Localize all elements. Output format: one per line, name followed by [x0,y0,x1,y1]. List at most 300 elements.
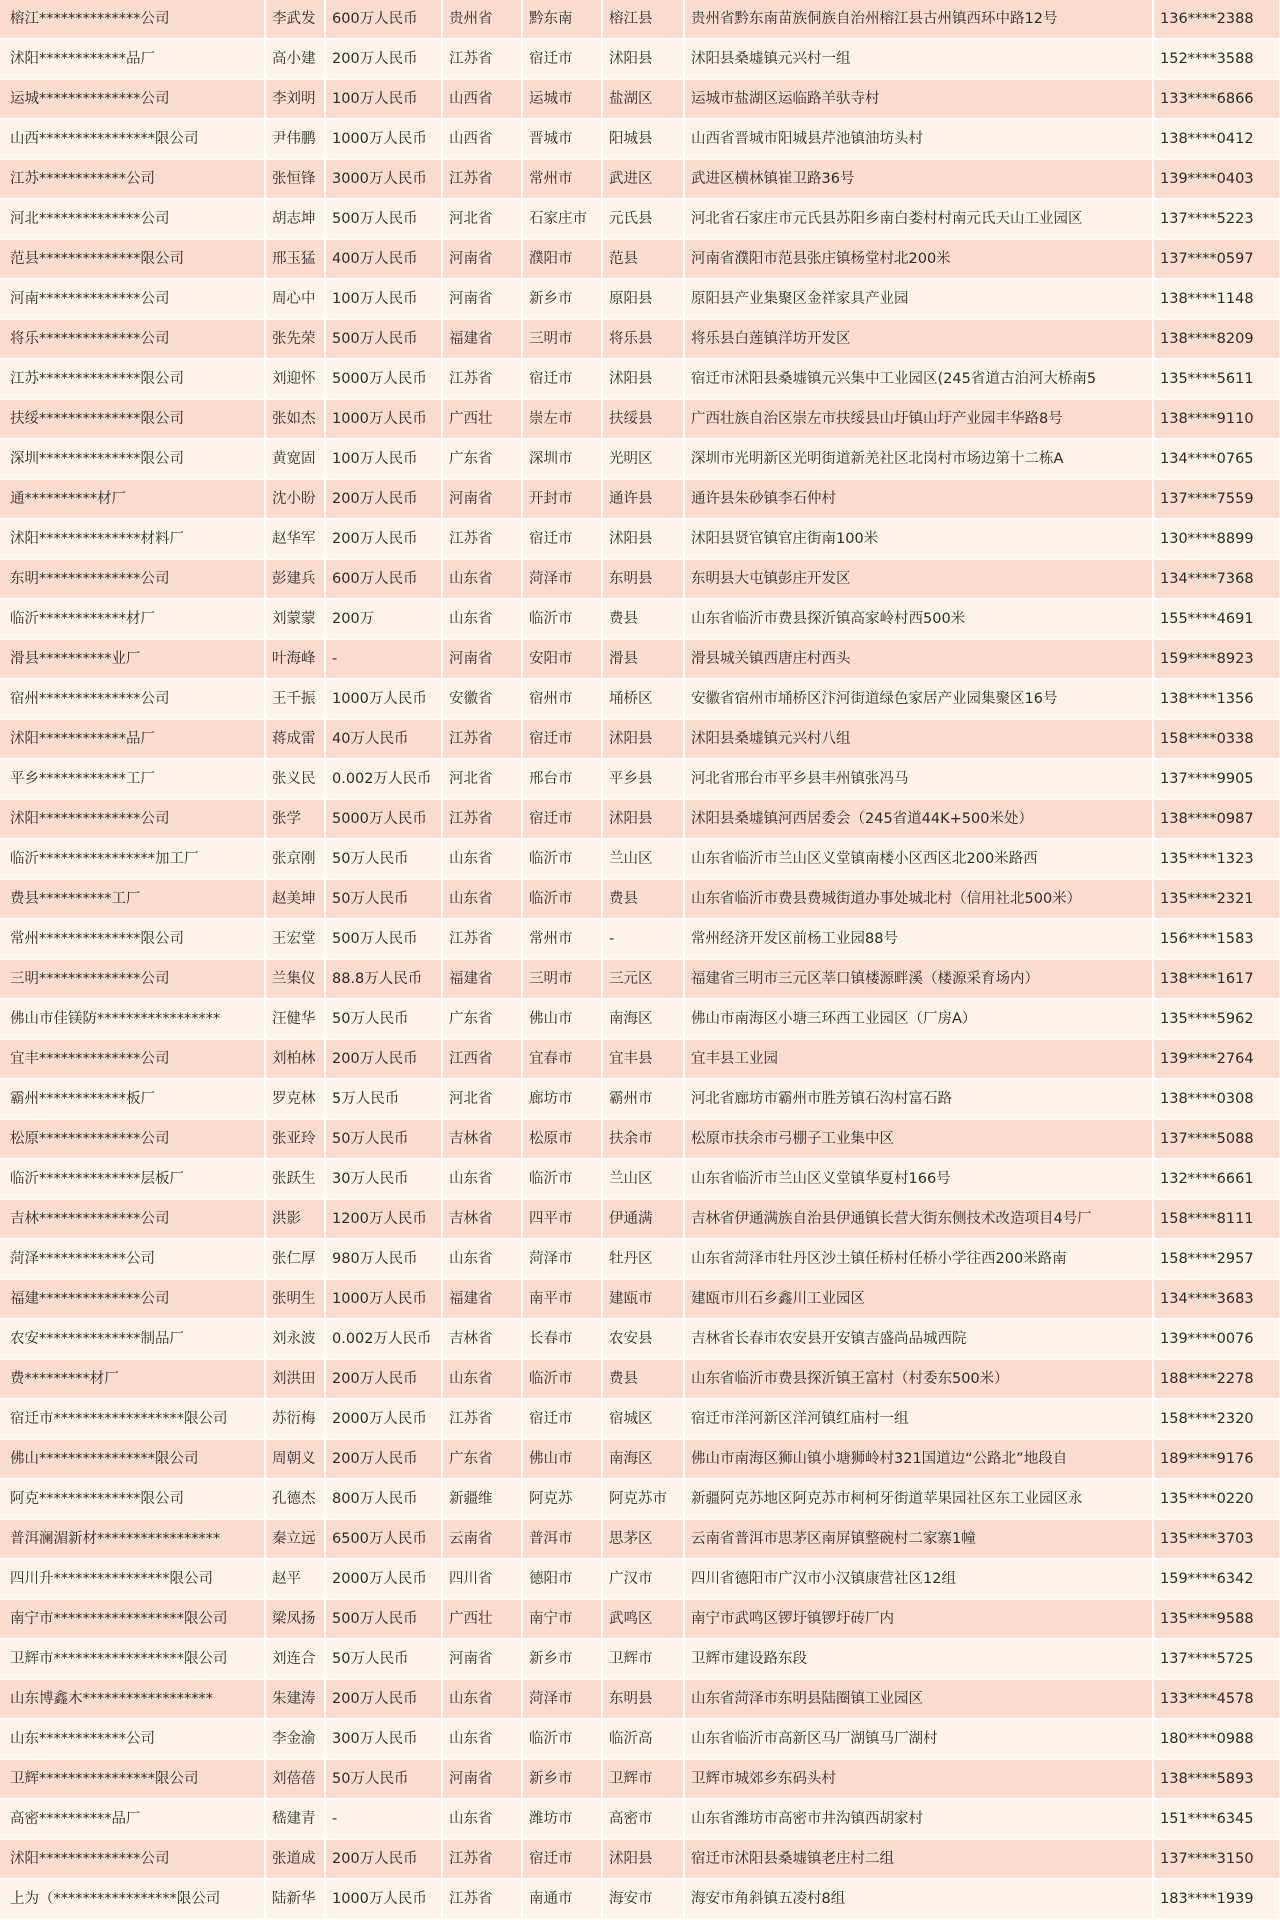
district-cell: 东明县 [602,1679,684,1719]
table-row [0,679,1280,719]
province-cell: 贵州省 [442,0,522,39]
district-cell: 兰山区 [602,1159,684,1199]
city-cell: 临沂市 [522,1159,602,1199]
address-cell: 沭阳县贤官镇官庄街南100米 [684,519,1153,559]
phone-cell: 152****3588 [1153,39,1280,79]
phone-cell: 135****3703 [1153,1519,1280,1559]
contact-cell: 张明生 [265,1279,325,1319]
phone-cell: 133****4578 [1153,1679,1280,1719]
city-cell: 三明市 [522,319,602,359]
address-cell: 海安市角斜镇五凌村8组 [684,1879,1153,1919]
company-name-cell: 宿迁市******************限公司 [0,1399,265,1439]
company-name-cell: 佛山****************限公司 [0,1439,265,1479]
phone-cell: 189****9176 [1153,1439,1280,1479]
district-cell: 费县 [602,1359,684,1399]
table-row [0,1319,1280,1359]
city-cell: 菏泽市 [522,1679,602,1719]
district-cell: 宜丰县 [602,1039,684,1079]
contact-cell: 张京刚 [265,839,325,879]
phone-cell: 138****0308 [1153,1079,1280,1119]
table-row [0,0,1280,39]
phone-cell: 135****5962 [1153,999,1280,1039]
phone-cell: 158****8111 [1153,1199,1280,1239]
contact-cell: 李武发 [265,0,325,39]
company-name-cell: 费县**********工厂 [0,879,265,919]
phone-cell: 188****2278 [1153,1359,1280,1399]
table-row [0,279,1280,319]
capital-cell: 1000万人民币 [325,1879,442,1919]
company-name-cell: 扶绥**************限公司 [0,399,265,439]
table-row [0,239,1280,279]
city-cell: 南通市 [522,1879,602,1919]
capital-cell: 3000万人民币 [325,159,442,199]
phone-cell: 133****6866 [1153,79,1280,119]
company-name-cell: 滑县**********业厂 [0,639,265,679]
table-row [0,1119,1280,1159]
district-cell: 沭阳县 [602,1839,684,1879]
city-cell: 深圳市 [522,439,602,479]
city-cell: 邢台市 [522,759,602,799]
contact-cell: 张学 [265,799,325,839]
address-cell: 贵州省黔东南苗族侗族自治州榕江县古州镇西环中路12号 [684,0,1153,39]
province-cell: 河南省 [442,1639,522,1679]
table-row [0,799,1280,839]
address-cell: 山东省潍坊市高密市井沟镇西胡家村 [684,1799,1153,1839]
address-cell: 南宁市武鸣区锣圩镇锣圩砖厂内 [684,1599,1153,1639]
contact-cell: 高小建 [265,39,325,79]
address-cell: 宿迁市洋河新区洋河镇红庙村一组 [684,1399,1153,1439]
district-cell: 海安市 [602,1879,684,1919]
contact-cell: 刘蓓蓓 [265,1759,325,1799]
province-cell: 河南省 [442,1759,522,1799]
capital-cell: 1000万人民币 [325,399,442,439]
address-cell: 四川省德阳市广汉市小汉镇康营社区12组 [684,1559,1153,1599]
province-cell: 江苏省 [442,39,522,79]
company-name-cell: 阿克**************限公司 [0,1479,265,1519]
company-name-cell: 临沂************材厂 [0,599,265,639]
capital-cell: 100万人民币 [325,279,442,319]
city-cell: 宜春市 [522,1039,602,1079]
address-cell: 佛山市南海区小塘三环西工业园区（厂房A） [684,999,1153,1039]
district-cell: 广汉市 [602,1559,684,1599]
province-cell: 山东省 [442,559,522,599]
table-row [0,1559,1280,1599]
table-row [0,199,1280,239]
phone-cell: 139****0076 [1153,1319,1280,1359]
city-cell: 南平市 [522,1279,602,1319]
province-cell: 福建省 [442,1279,522,1319]
table-row [0,119,1280,159]
capital-cell: 200万 [325,599,442,639]
address-cell: 建瓯市川石乡鑫川工业园区 [684,1279,1153,1319]
company-name-cell: 高密**********品厂 [0,1799,265,1839]
address-cell: 通许县朱砂镇李石仲村 [684,479,1153,519]
city-cell: 松原市 [522,1119,602,1159]
table-row [0,839,1280,879]
district-cell: 宿城区 [602,1399,684,1439]
company-name-cell: 东明**************公司 [0,559,265,599]
contact-cell: 兰集仪 [265,959,325,999]
phone-cell: 136****2388 [1153,0,1280,39]
province-cell: 广东省 [442,999,522,1039]
capital-cell: 0.002万人民币 [325,1319,442,1359]
capital-cell: 500万人民币 [325,919,442,959]
address-cell: 沭阳县桑墟镇元兴村八组 [684,719,1153,759]
contact-cell: 张如杰 [265,399,325,439]
district-cell: 费县 [602,599,684,639]
phone-cell: 137****3150 [1153,1839,1280,1879]
company-name-cell: 吉林**************公司 [0,1199,265,1239]
phone-cell: 139****2764 [1153,1039,1280,1079]
phone-cell: 138****1356 [1153,679,1280,719]
district-cell: 武鸣区 [602,1599,684,1639]
city-cell: 晋城市 [522,119,602,159]
contact-cell: 罗克林 [265,1079,325,1119]
district-cell: 建瓯市 [602,1279,684,1319]
company-name-cell: 普洱澜湄新材***************** [0,1519,265,1559]
city-cell: 宿迁市 [522,359,602,399]
company-name-cell: 榕江**************公司 [0,0,265,39]
phone-cell: 138****5893 [1153,1759,1280,1799]
address-cell: 宜丰县工业园 [684,1039,1153,1079]
province-cell: 河南省 [442,239,522,279]
province-cell: 吉林省 [442,1119,522,1159]
city-cell: 潍坊市 [522,1799,602,1839]
capital-cell: 50万人民币 [325,839,442,879]
company-name-cell: 沭阳************品厂 [0,39,265,79]
address-cell: 宿迁市沭阳县桑墟镇元兴集中工业园区(245省道古泊河大桥南5 [684,359,1153,399]
capital-cell: 50万人民币 [325,999,442,1039]
province-cell: 江苏省 [442,1839,522,1879]
city-cell: 宿迁市 [522,719,602,759]
phone-cell: 137****5088 [1153,1119,1280,1159]
district-cell: 光明区 [602,439,684,479]
contact-cell: 叶海峰 [265,639,325,679]
table-row [0,999,1280,1039]
phone-cell: 134****0765 [1153,439,1280,479]
capital-cell: 500万人民币 [325,1599,442,1639]
address-cell: 山东省菏泽市牡丹区沙土镇任桥村任桥小学往西200米路南 [684,1239,1153,1279]
contact-cell: 刘蒙蒙 [265,599,325,639]
address-cell: 河北省石家庄市元氏县苏阳乡南白娄村村南元氏天山工业园区 [684,199,1153,239]
capital-cell: 200万人民币 [325,1359,442,1399]
company-name-cell: 四川升****************限公司 [0,1559,265,1599]
province-cell: 河南省 [442,479,522,519]
capital-cell: 0.002万人民币 [325,759,442,799]
phone-cell: 135****9588 [1153,1599,1280,1639]
city-cell: 临沂市 [522,1719,602,1759]
table-row [0,399,1280,439]
company-name-cell: 菏泽************公司 [0,1239,265,1279]
city-cell: 廊坊市 [522,1079,602,1119]
address-cell: 山东省临沂市高新区马厂湖镇马厂湖村 [684,1719,1153,1759]
capital-cell: 50万人民币 [325,1759,442,1799]
city-cell: 宿迁市 [522,39,602,79]
province-cell: 河北省 [442,1079,522,1119]
phone-cell: 159****6342 [1153,1559,1280,1599]
city-cell: 临沂市 [522,839,602,879]
contact-cell: 刘洪田 [265,1359,325,1399]
contact-cell: 李金渝 [265,1719,325,1759]
contact-cell: 张道成 [265,1839,325,1879]
table-row [0,1599,1280,1639]
capital-cell: 6500万人民币 [325,1519,442,1559]
company-name-cell: 上为（*****************限公司 [0,1879,265,1919]
city-cell: 新乡市 [522,1639,602,1679]
address-cell: 云南省普洱市思茅区南屏镇整碗村二家寨1幢 [684,1519,1153,1559]
contact-cell: 汪健华 [265,999,325,1039]
district-cell: 滑县 [602,639,684,679]
district-cell: 阳城县 [602,119,684,159]
capital-cell: 400万人民币 [325,239,442,279]
province-cell: 山东省 [442,839,522,879]
table-row [0,719,1280,759]
contact-cell: 沈小盼 [265,479,325,519]
address-cell: 山东省临沂市费县探沂镇王富村（村委东500米） [684,1359,1153,1399]
table-row [0,159,1280,199]
contact-cell: 胡志坤 [265,199,325,239]
company-name-cell: 临沂****************加工厂 [0,839,265,879]
capital-cell: 1000万人民币 [325,679,442,719]
address-cell: 山东省临沂市费县探沂镇高家岭村西500米 [684,599,1153,639]
contact-cell: 孔德杰 [265,1479,325,1519]
district-cell: 霸州市 [602,1079,684,1119]
contact-cell: 陆新华 [265,1879,325,1919]
contact-cell: 王千振 [265,679,325,719]
company-name-cell: 霸州************板厂 [0,1079,265,1119]
city-cell: 新乡市 [522,1759,602,1799]
phone-cell: 180****0988 [1153,1719,1280,1759]
capital-cell: 300万人民币 [325,1719,442,1759]
capital-cell: 5000万人民币 [325,799,442,839]
city-cell: 崇左市 [522,399,602,439]
province-cell: 广东省 [442,1439,522,1479]
contact-cell: 张仁厚 [265,1239,325,1279]
address-cell: 武进区横林镇崔卫路36号 [684,159,1153,199]
capital-cell: 500万人民币 [325,319,442,359]
city-cell: 宿迁市 [522,1399,602,1439]
company-name-cell: 深圳**************限公司 [0,439,265,479]
phone-cell: 130****8899 [1153,519,1280,559]
district-cell: 农安县 [602,1319,684,1359]
contact-cell: 赵华军 [265,519,325,559]
company-name-cell: 福建**************公司 [0,1279,265,1319]
phone-cell: 135****1323 [1153,839,1280,879]
contact-cell: 秦立远 [265,1519,325,1559]
company-name-cell: 运城**************公司 [0,79,265,119]
capital-cell: 88.8万人民币 [325,959,442,999]
capital-cell: 50万人民币 [325,1119,442,1159]
company-name-cell: 佛山市佳镁防***************** [0,999,265,1039]
phone-cell: 135****5611 [1153,359,1280,399]
table-row [0,959,1280,999]
table-row [0,759,1280,799]
company-name-cell: 费*********材厂 [0,1359,265,1399]
province-cell: 江苏省 [442,159,522,199]
capital-cell: 200万人民币 [325,519,442,559]
table-row [0,519,1280,559]
company-name-cell: 南宁市******************限公司 [0,1599,265,1639]
capital-cell: 800万人民币 [325,1479,442,1519]
table-row [0,1679,1280,1719]
company-name-cell: 江苏**************限公司 [0,359,265,399]
address-cell: 福建省三明市三元区莘口镇楼源畔溪（楼源采育场内） [684,959,1153,999]
district-cell: 沭阳县 [602,39,684,79]
province-cell: 山西省 [442,79,522,119]
capital-cell: 2000万人民币 [325,1399,442,1439]
phone-cell: 135****0220 [1153,1479,1280,1519]
table-row [0,439,1280,479]
table-row [0,1239,1280,1279]
city-cell: 普洱市 [522,1519,602,1559]
district-cell: 临沂高 [602,1719,684,1759]
contact-cell: 彭建兵 [265,559,325,599]
city-cell: 长春市 [522,1319,602,1359]
district-cell: 平乡县 [602,759,684,799]
address-cell: 安徽省宿州市埇桥区汴河街道绿色家居产业园集聚区16号 [684,679,1153,719]
city-cell: 新乡市 [522,279,602,319]
province-cell: 江苏省 [442,799,522,839]
district-cell: - [602,919,684,959]
district-cell: 卫辉市 [602,1759,684,1799]
capital-cell: 200万人民币 [325,1039,442,1079]
district-cell: 扶余市 [602,1119,684,1159]
table-row [0,1479,1280,1519]
contact-cell: 张义民 [265,759,325,799]
province-cell: 山东省 [442,879,522,919]
contact-cell: 周心中 [265,279,325,319]
table-row [0,1639,1280,1679]
table-row [0,1879,1280,1919]
contact-cell: 张跃生 [265,1159,325,1199]
address-cell: 山东省临沂市兰山区义堂镇华夏村166号 [684,1159,1153,1199]
district-cell: 原阳县 [602,279,684,319]
contact-cell: 朱建涛 [265,1679,325,1719]
phone-cell: 139****0403 [1153,159,1280,199]
company-name-cell: 农安**************制品厂 [0,1319,265,1359]
table-row [0,599,1280,639]
city-cell: 南宁市 [522,1599,602,1639]
table-row [0,79,1280,119]
address-cell: 滑县城关镇西唐庄村西头 [684,639,1153,679]
city-cell: 佛山市 [522,999,602,1039]
company-name-cell: 河南**************公司 [0,279,265,319]
city-cell: 菏泽市 [522,559,602,599]
district-cell: 卫辉市 [602,1639,684,1679]
province-cell: 江苏省 [442,1399,522,1439]
district-cell: 埇桥区 [602,679,684,719]
province-cell: 江西省 [442,1039,522,1079]
city-cell: 安阳市 [522,639,602,679]
city-cell: 临沂市 [522,879,602,919]
address-cell: 佛山市南海区狮山镇小塘狮岭村321国道边“公路北”地段自 [684,1439,1153,1479]
province-cell: 江苏省 [442,719,522,759]
contact-cell: 刘迎怀 [265,359,325,399]
table-row [0,1799,1280,1839]
city-cell: 常州市 [522,919,602,959]
table-row [0,1839,1280,1879]
address-cell: 卫辉市建设路东段 [684,1639,1153,1679]
address-cell: 将乐县白莲镇洋坊开发区 [684,319,1153,359]
contact-cell: 刘连合 [265,1639,325,1679]
address-cell: 新疆阿克苏地区阿克苏市柯柯牙街道苹果园社区东工业园区永 [684,1479,1153,1519]
district-cell: 牡丹区 [602,1239,684,1279]
address-cell: 东明县大屯镇彭庄开发区 [684,559,1153,599]
contact-cell: 邢玉猛 [265,239,325,279]
table-row [0,1519,1280,1559]
contact-cell: 张亚玲 [265,1119,325,1159]
city-cell: 黔东南 [522,0,602,39]
district-cell: 兰山区 [602,839,684,879]
contact-cell: 黄宽固 [265,439,325,479]
city-cell: 宿迁市 [522,1839,602,1879]
capital-cell: 980万人民币 [325,1239,442,1279]
table-row [0,1199,1280,1239]
city-cell: 宿迁市 [522,519,602,559]
contact-cell: 嵇建青 [265,1799,325,1839]
company-name-cell: 江苏************公司 [0,159,265,199]
phone-cell: 158****0338 [1153,719,1280,759]
phone-cell: 134****3683 [1153,1279,1280,1319]
phone-cell: 138****8209 [1153,319,1280,359]
province-cell: 广西壮 [442,1599,522,1639]
company-name-cell: 三明**************公司 [0,959,265,999]
address-cell: 山东省菏泽市东明县陆圈镇工业园区 [684,1679,1153,1719]
district-cell: 沭阳县 [602,799,684,839]
province-cell: 山东省 [442,1679,522,1719]
address-cell: 宿迁市沭阳县桑墟镇老庄村二组 [684,1839,1153,1879]
address-cell: 原阳县产业集聚区金祥家具产业园 [684,279,1153,319]
address-cell: 山东省临沂市兰山区义堂镇南楼小区西区北200米路西 [684,839,1153,879]
city-cell: 四平市 [522,1199,602,1239]
contact-cell: 王宏堂 [265,919,325,959]
table-row [0,1279,1280,1319]
address-cell: 广西壮族自治区崇左市扶绥县山圩镇山圩产业园丰华路8号 [684,399,1153,439]
company-name-cell: 山西****************限公司 [0,119,265,159]
district-cell: 沭阳县 [602,519,684,559]
contact-cell: 尹伟鹏 [265,119,325,159]
company-name-cell: 范县**************限公司 [0,239,265,279]
city-cell: 宿州市 [522,679,602,719]
district-cell: 阿克苏市 [602,1479,684,1519]
district-cell: 沭阳县 [602,719,684,759]
address-cell: 松原市扶余市弓棚子工业集中区 [684,1119,1153,1159]
capital-cell: 100万人民币 [325,79,442,119]
contact-cell: 刘柏林 [265,1039,325,1079]
phone-cell: 151****6345 [1153,1799,1280,1839]
phone-cell: 138****9110 [1153,399,1280,439]
district-cell: 高密市 [602,1799,684,1839]
district-cell: 伊通满 [602,1199,684,1239]
city-cell: 运城市 [522,79,602,119]
province-cell: 吉林省 [442,1199,522,1239]
capital-cell: 1200万人民币 [325,1199,442,1239]
district-cell: 通许县 [602,479,684,519]
phone-cell: 138****0987 [1153,799,1280,839]
company-name-cell: 沭阳**************公司 [0,1839,265,1879]
city-cell: 佛山市 [522,1439,602,1479]
phone-cell: 137****0597 [1153,239,1280,279]
company-name-cell: 将乐**************公司 [0,319,265,359]
province-cell: 河北省 [442,759,522,799]
address-cell: 常州经济开发区前杨工业园88号 [684,919,1153,959]
city-cell: 临沂市 [522,599,602,639]
province-cell: 四川省 [442,1559,522,1599]
district-cell: 范县 [602,239,684,279]
contact-cell: 赵美坤 [265,879,325,919]
province-cell: 福建省 [442,319,522,359]
company-name-cell: 山东************公司 [0,1719,265,1759]
